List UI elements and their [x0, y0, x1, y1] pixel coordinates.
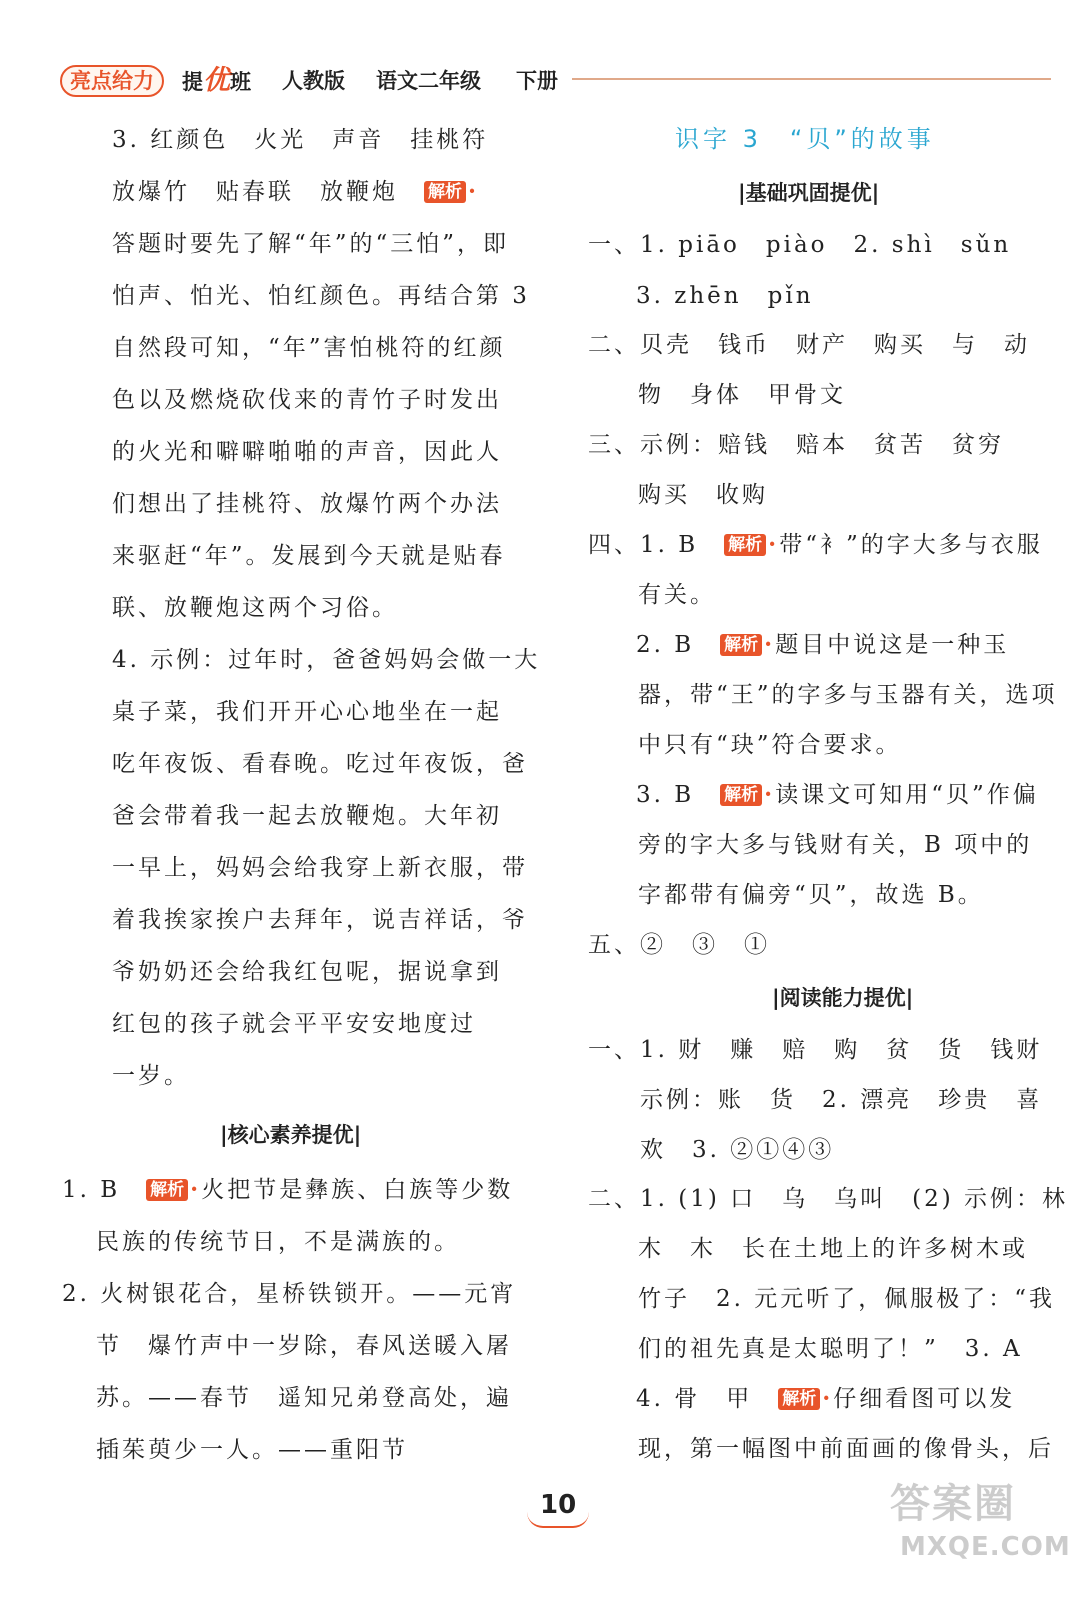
answer-line: 桌子菜，我们开开心心地坐在一起: [112, 699, 502, 725]
answer-line: 现，第一幅图中前面画的像骨头，后: [638, 1436, 1054, 1462]
edition-label: 人教版: [282, 69, 345, 93]
answer-line: 答题时要先了解“年”的“三怕”，即: [112, 231, 510, 257]
answer-line: 二、1. (1) 口 乌 乌叫 (2) 示例：林: [588, 1186, 1069, 1212]
answer-line: 示例：账 货 2. 漂亮 珍贵 喜: [640, 1087, 1043, 1113]
answer-line: 苏。——春节 遥知兄弟登高处，遍: [96, 1385, 512, 1411]
volume-label: 下册: [516, 69, 558, 93]
lesson-title: 识字 3 “贝”的故事: [675, 125, 935, 153]
section-heading: |核心素养提优|: [220, 1123, 362, 1147]
watermark-url: MXQE.COM: [900, 1532, 1071, 1562]
answer-line: 节 爆竹声中一岁除，春风送暖入屠: [96, 1333, 512, 1359]
page-number-arc: [527, 1512, 589, 1528]
analysis-tag: 解析: [424, 181, 466, 203]
brand-badge: 亮点给力: [60, 65, 164, 97]
answer-line: 物 身体 甲骨文: [638, 382, 846, 408]
answer-line: 3. zhēn pǐn: [636, 283, 814, 309]
analysis-tag: 解析: [724, 534, 766, 556]
answer-line: 一早上，妈妈会给我穿上新衣服，带: [112, 855, 528, 881]
answer-line: 吃年夜饭、看春晚。吃过年夜饭，爸: [112, 751, 528, 777]
analysis-tag: 解析: [146, 1179, 188, 1201]
answer-line: 旁的字大多与钱财有关，B 项中的: [638, 832, 1033, 858]
answer-line: 器，带“王”的字多与玉器有关，选项: [638, 682, 1058, 708]
answer-line: 竹子 2. 元元听了，佩服极了：“我: [638, 1286, 1056, 1312]
subject-label: 语文二年级: [376, 69, 481, 93]
header-rule: [572, 78, 1051, 80]
series-name: 提优班: [182, 65, 251, 96]
answer-line: 1. B 解析 ·火把节是彝族、白族等少数: [62, 1176, 514, 1203]
page-number: 10: [540, 1490, 577, 1520]
answer-line: 三、示例：赔钱 赔本 贫苦 贫穷: [588, 432, 1004, 458]
answer-line: 4. 示例：过年时，爸爸妈妈会做一大: [112, 647, 541, 673]
answer-line: 3. B 解析 ·读课文可知用“贝”作偏: [636, 781, 1039, 808]
answer-line: 字都带有偏旁“贝”，故选 B。: [638, 882, 984, 908]
answer-line: 们想出了挂桃符、放爆竹两个办法: [112, 491, 502, 517]
answer-line: 一、1. 财 赚 赔 购 贫 货 钱财: [588, 1037, 1043, 1063]
answer-line: 着我挨家挨户去拜年，说吉祥话，爷: [112, 907, 528, 933]
answer-line: 插茱萸少一人。——重阳节: [96, 1437, 408, 1463]
section-heading: |阅读能力提优|: [772, 986, 914, 1010]
answer-line: 购买 收购: [638, 482, 768, 508]
answer-line: 2. B 解析 ·题目中说这是一种玉: [636, 631, 1010, 658]
answer-line: 红包的孩子就会平平安安地度过: [112, 1011, 476, 1037]
answer-line: 自然段可知，“年”害怕桃符的红颜: [112, 335, 506, 361]
answer-line: 们的祖先真是太聪明了！” 3. A: [638, 1336, 1023, 1362]
answer-line: 放爆竹 贴春联 放鞭炮 解析 ·: [112, 178, 480, 205]
answer-line: 2. 火树银花合，星桥铁锁开。——元宵: [62, 1281, 517, 1307]
answer-line: 木 木 长在土地上的许多树木或: [638, 1236, 1028, 1262]
answer-line: 二、贝壳 钱币 财产 购买 与 动: [588, 332, 1030, 358]
answer-line: 中只有“玦”符合要求。: [638, 732, 902, 758]
analysis-tag: 解析: [778, 1388, 820, 1410]
answer-line: 民族的传统节日，不是满族的。: [96, 1229, 460, 1255]
answer-line: 有关。: [638, 582, 716, 608]
answer-line: 爸会带着我一起去放鞭炮。大年初: [112, 803, 502, 829]
answer-line: 怕声、怕光、怕红颜色。再结合第 3: [112, 283, 530, 309]
answer-line: 欢 3. ②①④③: [640, 1137, 835, 1163]
answer-line: 4. 骨 甲 解析 ·仔细看图可以发: [636, 1385, 1016, 1412]
answer-line: 色以及燃烧砍伐来的青竹子时发出: [112, 387, 502, 413]
answer-line: 一岁。: [112, 1063, 190, 1089]
section-heading: |基础巩固提优|: [738, 181, 880, 205]
answer-line: 五、② ③ ①: [588, 932, 770, 958]
answer-line: 联、放鞭炮这两个习俗。: [112, 595, 398, 621]
answer-line: 一、1. piāo piào 2. shì sǔn: [588, 232, 1012, 258]
watermark-logo: 答案圈: [890, 1481, 1016, 1527]
answer-line: 爷奶奶还会给我红包呢，据说拿到: [112, 959, 502, 985]
answer-line: 来驱赶“年”。发展到今天就是贴春: [112, 543, 506, 569]
answer-line: 的火光和噼噼啪啪的声音，因此人: [112, 439, 502, 465]
page-header: [60, 62, 1051, 98]
analysis-tag: 解析: [720, 784, 762, 806]
answer-line: 四、1. B 解析 ·带“衤”的字大多与衣服: [588, 531, 1043, 558]
answer-line: 3. 红颜色 火光 声音 挂桃符: [112, 127, 489, 153]
analysis-tag: 解析: [720, 634, 762, 656]
